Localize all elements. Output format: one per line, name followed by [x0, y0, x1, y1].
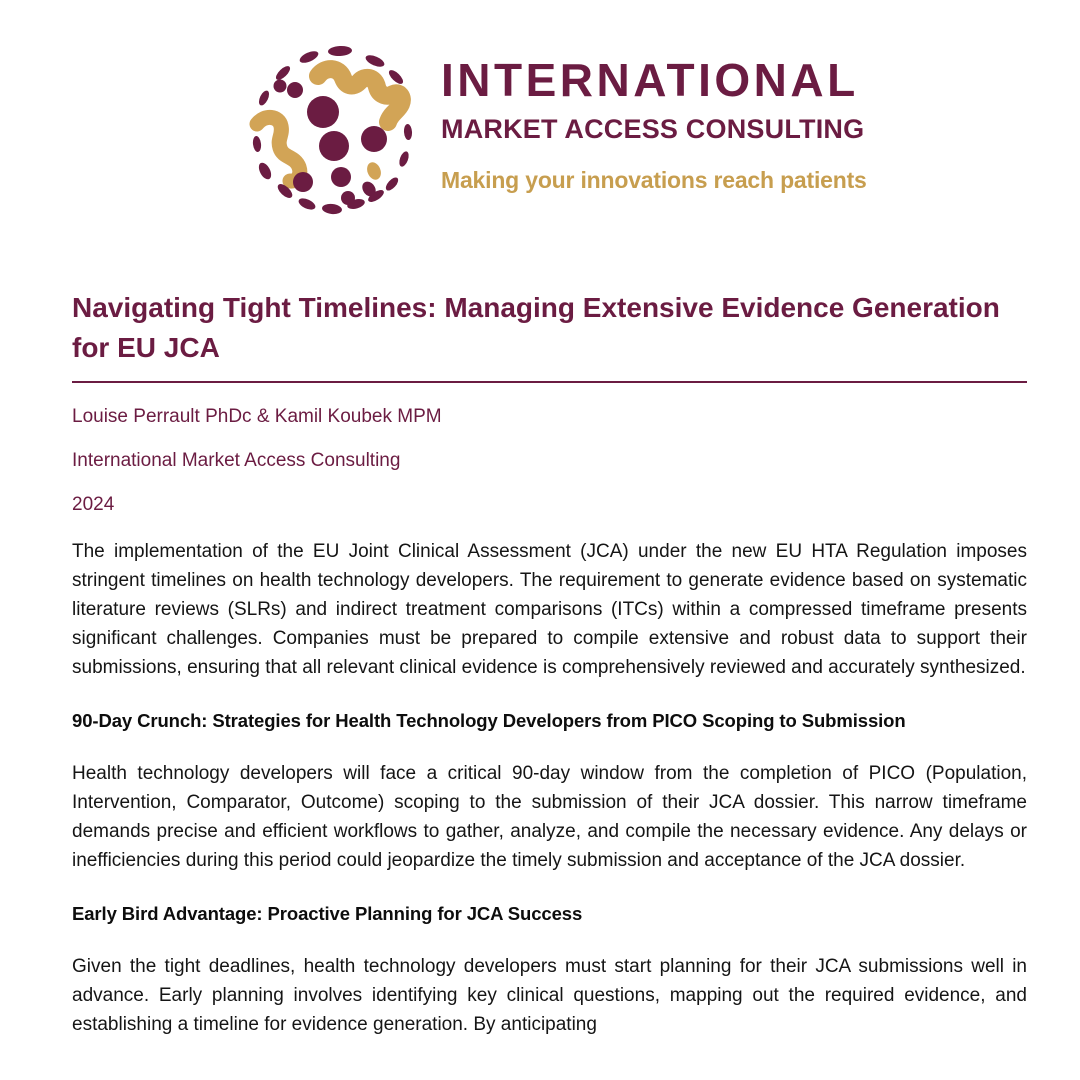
article-year: 2024 [72, 494, 115, 515]
logo-sphere-icon [245, 40, 435, 230]
logo-company-subname: MARKET ACCESS CONSULTING [441, 114, 865, 144]
logo-wordmark [441, 54, 1001, 194]
paragraph-intro: The implementation of the EU Joint Clinical Assessment (JCA) under the new EU HTA Regulation imposes stringent timelines on health technology developers. The requirement to generate evidence based on systematic literature reviews (SLRs) and indirect treatment comparisons (ITCs) within a compressed timeframe presents significant challenges. Companies must be prepared to compile extensive and robust data to support their submissions, ensuring that all relevant clinical evidence is comprehensively reviewed and accurately synthesized. [72, 541, 1027, 678]
article-authors: Louise Perrault PhDc & Kamil Koubek MPM [72, 406, 442, 427]
heading-early-bird-advantage: Early Bird Advantage: Proactive Planning for JCA Success [72, 903, 583, 924]
logo [0, 0, 1080, 230]
article-title: Navigating Tight Timelines: Managing Extensive Evidence Generation for EU JCA [72, 288, 1027, 383]
logo-tagline: Making your innovations reach patients [441, 167, 867, 193]
paragraph-90-day-window: Health technology developers will face a critical 90-day window from the completion of PICO (Population, Intervention, Comparator, Outcome) scoping to the submission of their JCA dossier. This narrow timeframe demands precise and efficient workflows to gather, analyze, and compile the necessary evidence. Any delays or inefficiencies during this period could jeopardize the timely submission and acceptance of the JCA dossier. [72, 763, 1027, 871]
article-affiliation: International Market Access Consulting [72, 450, 401, 471]
paragraph-early-planning: Given the tight deadlines, health technology developers must start planning for their JCA submissions well in advance. Early planning involves identifying key clinical questions, mapping out the required evidence, and establishing a timeline for evidence generation. By anticipating [72, 956, 1027, 1035]
logo-company-name: INTERNATIONAL [441, 54, 859, 106]
heading-90-day-crunch: 90-Day Crunch: Strategies for Health Technology Developers from PICO Scoping to Submission [72, 710, 906, 731]
article-body [0, 288, 1080, 1039]
